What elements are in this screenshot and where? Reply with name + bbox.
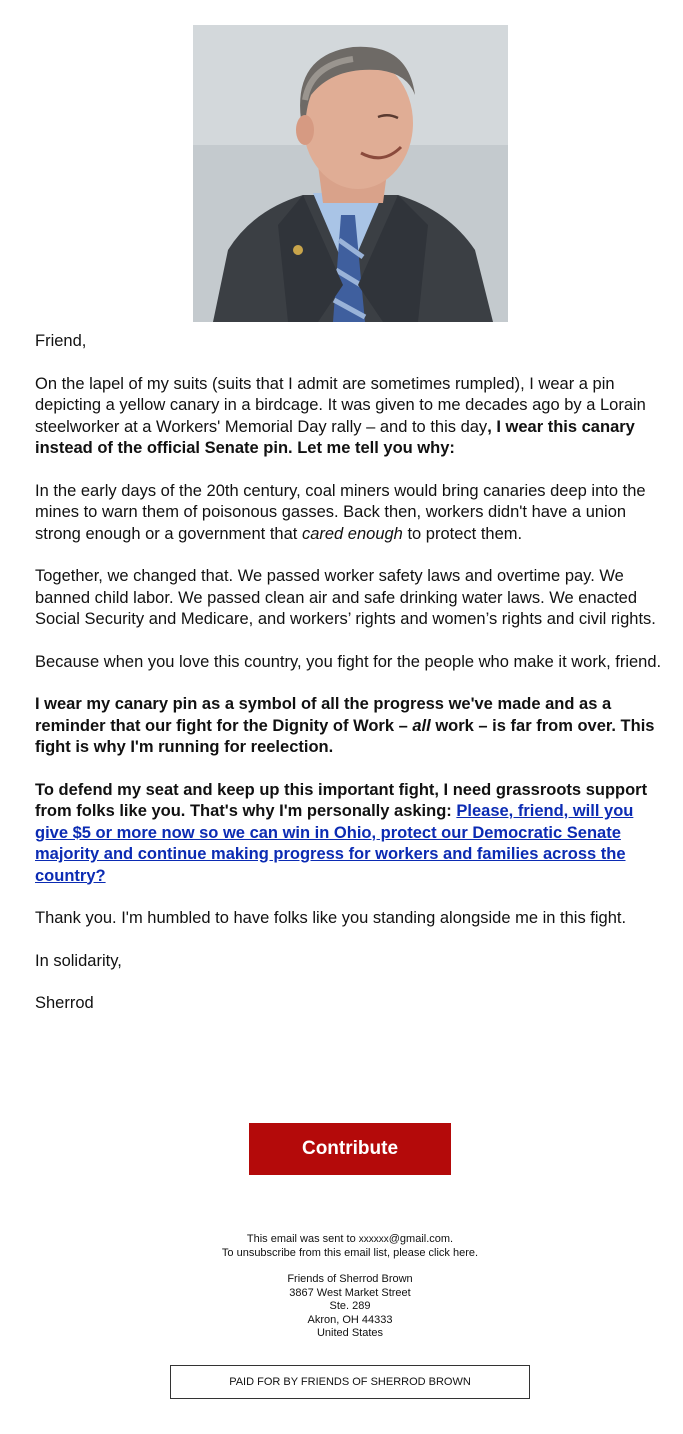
address-suite: Ste. 289 [329,1300,371,1312]
candidate-portrait-illustration [193,25,508,322]
paragraph-dignity-of-work-bold [35,695,654,756]
paragraph-ask-text: To defend my seat and keep up this important fight, I need grassroots support from folks like you. That's why I'm personally asking: [35,780,648,820]
footer [0,1233,683,1341]
paragraph-coal-miners-text: In the early days of the 20th century, coal miners would bring canaries deep into the mines to warn them of poisonous gasses. Back then, workers didn't have a union strong enough or a government that [35,481,646,543]
paragraph-canary-pin-emphasis: , I wear this canary instead of the official Senate pin. Let me tell you why: [35,417,635,457]
paragraph-coal-miners [35,481,667,546]
paragraph-canary-pin [35,374,667,460]
paragraph-dignity-text: I wear my canary pin as a symbol of all the progress we've made and as a reminder that our fight for the Dignity of Work – [35,695,612,735]
closing: In solidarity, [35,951,122,970]
letter-body [35,331,667,1036]
candidate-photo [193,25,508,322]
recipient-email-domain: @gmail.com. [388,1233,454,1245]
paragraph-dignity-end: work – is far from over. This fight is why I'm running for reelection. [35,716,655,756]
address-country: United States [316,1327,384,1339]
address-city: Akron, OH 44333 [307,1313,393,1326]
paragraph-progress: Together, we changed that. We passed worker safety laws and overtime pay. We banned child labor. We passed clean air and safe drinking water laws. We enacted Social Security and Medicare, and workers’ rights and women’s rights and civil rights. [35,567,656,628]
paid-for-by-disclaimer: PAID FOR BY FRIENDS OF SHERROD BROWN [170,1365,530,1399]
paragraph-ask [35,780,667,888]
signature: Sherrod [35,994,94,1012]
unsubscribe-link[interactable]: To unsubscribe from this email list, please click here. [221,1246,479,1259]
paragraph-dignity-of-work [35,694,667,759]
address-street: 3867 West Market Street [289,1286,411,1299]
paragraph-love-country: Because when you love this country, you fight for the people who make it work, friend. [35,652,662,671]
paragraph-canary-pin-text: On the lapel of my suits (suits that I admit are sometimes rumpled), I wear a pin depicting a yellow canary in a birdcage. It was given to me decades ago by a Lorain steelworker at a Workers' Memorial Day rally – and to this day [35,374,646,436]
paragraph-dignity-italic: all [412,716,431,735]
sent-to-prefix: This email was sent to [246,1233,359,1245]
greeting: Friend, [35,332,87,350]
sent-to-line [0,1233,683,1247]
paragraph-ask-bold [35,781,647,885]
paragraph-coal-miners-end: to protect them. [402,524,523,543]
paragraph-coal-miners-italic: cared enough [301,524,403,543]
donate-link[interactable]: Please, friend, will you give $5 or more now so we can win in Ohio, protect our Democratic Senate majority and continue making progress for workers and families across the country? [35,802,634,885]
paragraph-thank-you: Thank you. I'm humbled to have folks like you standing alongside me in this fight. [35,909,627,927]
contribute-button[interactable]: Contribute [249,1123,451,1175]
recipient-email-masked: xxxxxx [358,1234,389,1245]
org-name: Friends of Sherrod Brown [287,1273,413,1285]
